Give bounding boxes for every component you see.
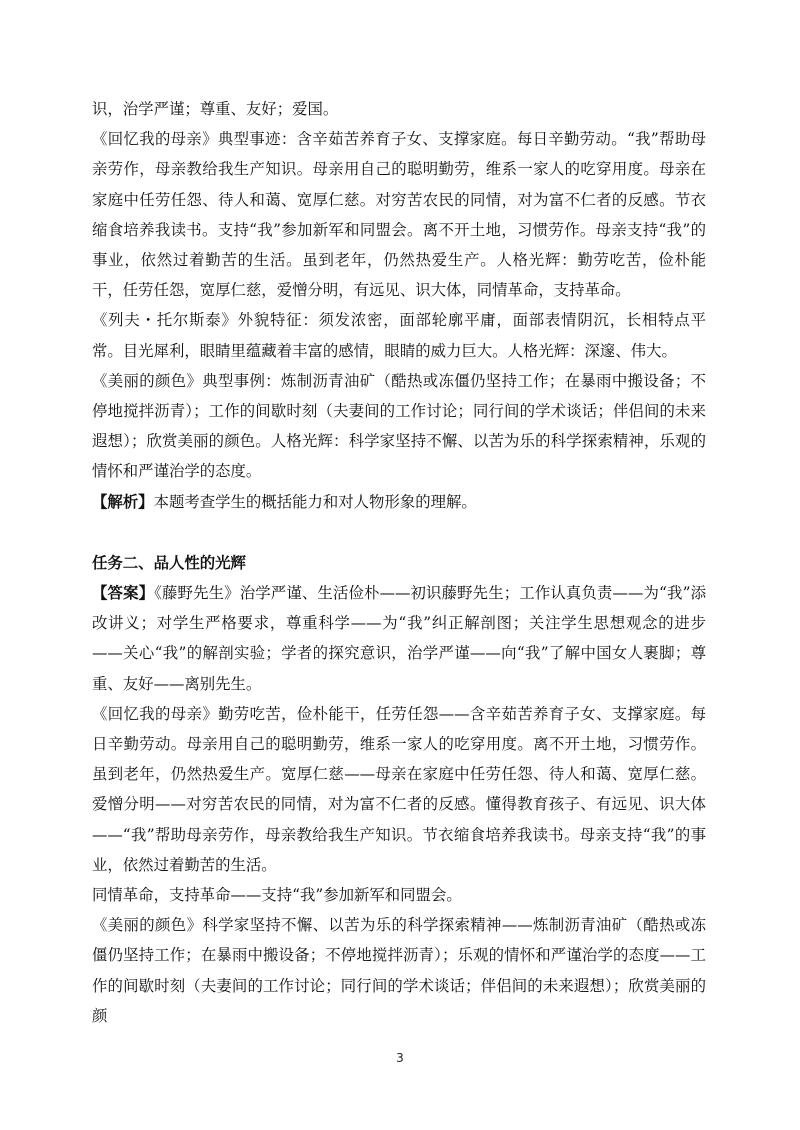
analysis-text: 本题考查学生的概括能力和对人物形象的理解。	[153, 492, 477, 511]
paragraph-tolstoy-features: 《列夫・托尔斯泰》外貌特征：须发浓密，面部轮廓平庸，面部表情阴沉，长相特点平常。目光犀利，眼睛里蕴藏着丰富的感情，眼睛的威力巨大。人格光辉：深邃、伟大。	[92, 311, 706, 360]
page-content	[92, 94, 706, 1031]
analysis-label: 【解析】	[92, 492, 154, 511]
paragraph-mother-deeds: 《回忆我的母亲》典型事迹：含辛茹苦养育子女、支撑家庭。每日辛勤劳动。“我”帮助母亲劳作，母亲教给我生产知识。母亲用自己的聪明勤劳，维系一家人的吃穿用度。母亲在家庭中任劳任怨、待人和蔼、宽厚仁慈。对穷苦农民的同情，对为富不仁者的反感。节衣缩食培养我读书。支持“我”参加新军和同盟会。离不开土地，习惯劳作。母亲支持“我”的事业，依然过着勤苦的生活。虽到老年，仍然热爱生产。人格光辉：勤劳吃苦，俭朴能干，任劳任怨，宽厚仁慈，爱憎分明，有远见、识大体，同情革命，支持革命。	[92, 130, 706, 300]
paragraph-answer	[92, 578, 706, 699]
paragraph-analysis	[92, 487, 706, 517]
section-spacer	[92, 517, 706, 548]
paragraph-beautiful-colors-spirit: 《美丽的颜色》科学家坚持不懈、以苦为乐的科学探索精神——炼制沥青油矿（酷热或冻僵仍坚持工作；在暴雨中搬设备；不停地搅拌沥青）；乐观的情怀和严谨治学的态度——工作的间歇时刻（夫妻间的工作讨论；同行间的学术谈话；伴侣间的未来遐想）；欣赏美丽的颜	[92, 916, 706, 1025]
answer-label: 【答案】	[92, 584, 155, 603]
page-number: 3	[396, 1051, 404, 1065]
section-title-task-two: 任务二、品人性的光辉	[92, 553, 246, 572]
answer-text: 《藤野先生》治学严谨、生活俭朴——初识藤野先生；工作认真负责——为“我”添改讲义；对学生严格要求，尊重科学——为“我”纠正解剖图；关注学生思想观念的进步——关心“我”的解剖实验；学者的探究意识，治学严谨——向“我”了解中国女人裹脚；尊重、友好——离别先生。	[92, 584, 706, 693]
paragraph-revolution-support: 同情革命，支持革命——支持“我”参加新军和同盟会。	[92, 886, 462, 905]
paragraph-mother-traits: 《回忆我的母亲》勤劳吃苦，俭朴能干，任劳任怨——含辛茹苦养育子女、支撑家庭。每日辛勤劳动。母亲用自己的聪明勤劳，维系一家人的吃穿用度。离不开土地，习惯劳作。虽到老年，仍然热爱生产。宽厚仁慈——母亲在家庭中任劳任怨、待人和蔼、宽厚仁慈。爱憎分明——对穷苦农民的同情，对为富不仁者的反感。懂得教育孩子、有远见、识大体——“我”帮助母亲劳作，母亲教给我生产知识。节衣缩食培养我读书。母亲支持“我”的事业，依然过着勤苦的生活。	[92, 704, 706, 874]
paragraph-beautiful-colors-examples: 《美丽的颜色》典型事例：炼制沥青油矿（酷热或冻僵仍坚持工作；在暴雨中搬设备；不停地搅拌沥青）；工作的间歇时刻（夫妻间的工作讨论；同行间的学术谈话；伴侣间的未来遐想）；欣赏美丽的颜色。人格光辉：科学家坚持不懈、以苦为乐的科学探索精神，乐观的情怀和严谨治学的态度。	[92, 371, 706, 481]
paragraph-continuation: 识，治学严谨；尊重、友好；爱国。	[92, 100, 339, 118]
